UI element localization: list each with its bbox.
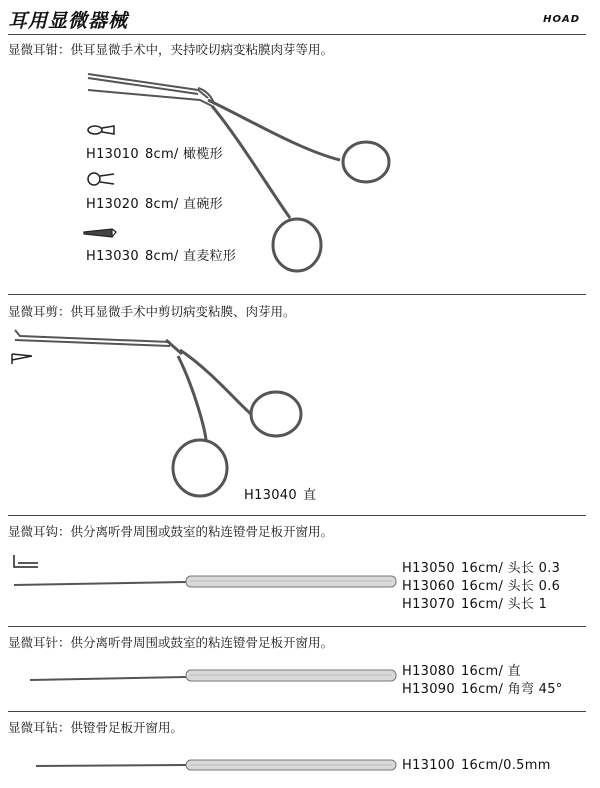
olive-tip-icon: [88, 126, 114, 134]
item-spec: 16cm/ 头长 0.6: [460, 579, 561, 594]
item-h13070: [402, 593, 547, 612]
item-spec: 16cm/0.5mm: [460, 758, 551, 773]
grain-tip-icon: [84, 229, 116, 237]
bowl-tip-icon: [88, 173, 114, 185]
item-code: H13080: [402, 664, 455, 679]
section-drill-description: 显微耳钻：供镫骨足板开窗用。: [8, 720, 184, 735]
item-h13060: [402, 575, 560, 594]
item-code: H13050: [402, 561, 455, 576]
brand-logo: HOAD: [543, 14, 580, 25]
item-code: H13020: [86, 197, 139, 212]
section-hook-description: 显微耳钩：供分离听骨周围或鼓室的粘连镫骨足板开窗用。: [8, 524, 334, 539]
hook-tip-icon: [14, 555, 38, 567]
section-divider: [8, 711, 586, 712]
page-title: 耳用显微器械: [8, 10, 129, 32]
header-rule: [8, 34, 586, 35]
item-code: H13060: [402, 579, 455, 594]
item-h13020: [86, 193, 223, 212]
section-divider: [8, 515, 586, 516]
page-header: [0, 0, 600, 34]
item-code: H13030: [86, 249, 139, 264]
item-h13100: [402, 758, 551, 773]
section-divider: [8, 294, 586, 295]
item-h13080: [402, 660, 521, 679]
item-h13040: [244, 484, 316, 503]
item-code: H13010: [86, 147, 139, 162]
item-spec: 16cm/ 头长 1: [460, 597, 548, 612]
item-code: H13040: [244, 488, 297, 503]
section-needle-description: 显微耳针：供分离听骨周围或鼓室的粘连镫骨足板开窗用。: [8, 635, 334, 650]
item-spec: 16cm/ 头长 0.3: [460, 561, 561, 576]
item-code: H13100: [402, 758, 455, 773]
item-spec: 8cm/ 直麦粒形: [144, 249, 237, 264]
section-forceps-description: 显微耳钳：供耳显微手术中，夹持咬切病变粘膜肉芽等用。: [8, 42, 334, 57]
item-code: H13070: [402, 597, 455, 612]
item-spec: 16cm/ 角弯 45°: [460, 682, 563, 697]
item-h13090: [402, 678, 563, 697]
section-scissors-description: 显微耳剪：供耳显微手术中剪切病变粘膜、肉芽用。: [8, 304, 296, 319]
item-spec: 8cm/ 橄榄形: [144, 147, 223, 162]
scissors-illustration: [0, 320, 600, 510]
item-spec: 直: [302, 488, 317, 503]
item-spec: 16cm/ 直: [460, 664, 521, 679]
item-code: H13090: [402, 682, 455, 697]
item-h13030: [86, 245, 236, 264]
item-spec: 8cm/ 直碗形: [144, 197, 223, 212]
section-divider: [8, 626, 586, 627]
item-h13010: [86, 143, 223, 162]
scissor-tip-icon: [12, 354, 32, 364]
item-h13050: [402, 557, 560, 576]
